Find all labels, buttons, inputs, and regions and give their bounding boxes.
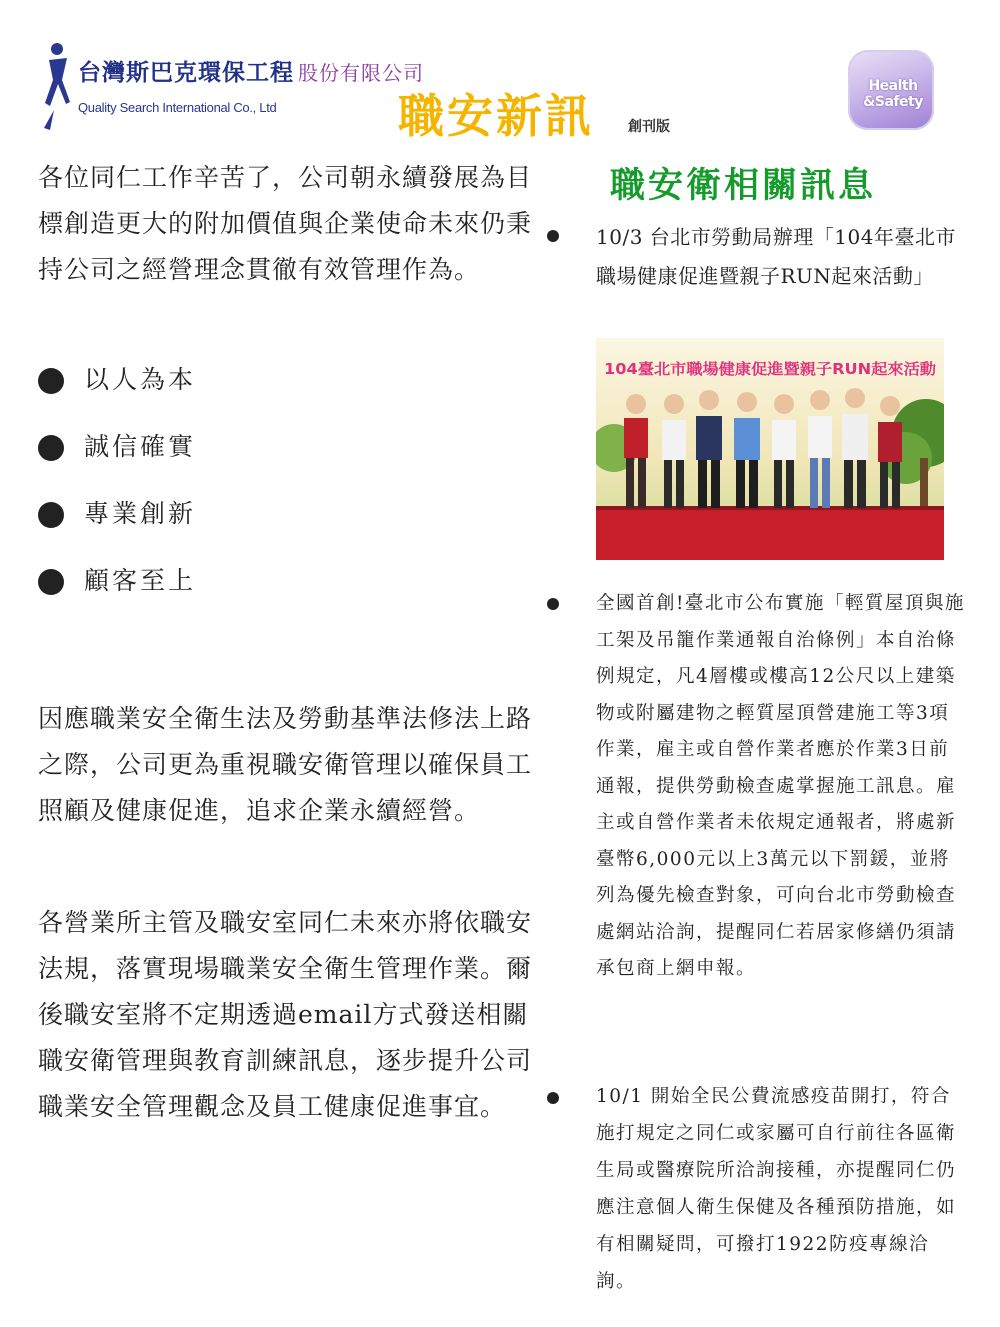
ohs-policy-paragraph: 因應職業安全衛生法及勞動基準法修法上路之際，公司更為重視職安衛管理以確保員工照顧及健康促進，追求企業永續經營。 — [38, 704, 533, 825]
masthead-title: 職安新訊 — [398, 89, 594, 143]
badge-line-2: &Safety — [863, 94, 923, 110]
core-value-item — [38, 427, 438, 494]
bullet-icon — [38, 368, 64, 394]
core-values-list — [38, 360, 438, 628]
company-logo — [40, 40, 424, 132]
news-item-text: 10/1 開始全民公費流感疫苗開打，符合施打規定之同仁或家屬可自行前往各區衛生局或醫療院所洽詢接種，亦提醒同仁仍應注意個人衛生保健及各種預防措施，如有相關疑問，可撥打1922防疫專線洽詢。 — [596, 1086, 957, 1292]
bullet-icon — [547, 598, 559, 610]
photo-banner-text: 104臺北市職場健康促進暨親子RUN起來活動 — [604, 360, 936, 378]
edition-label: 創刊版 — [628, 119, 670, 135]
bullet-icon — [547, 230, 559, 242]
intro-paragraph: 各位同仁工作辛苦了，公司朝永續發展為目標創造更大的附加價值與企業使命未來仍秉持公司之經營理念貫徹有效管理作為。 — [38, 163, 533, 284]
event-photo — [596, 338, 944, 560]
bullet-icon — [547, 1092, 559, 1104]
core-value-label: 誠信確實 — [84, 432, 197, 461]
health-safety-badge-icon — [848, 50, 934, 130]
ohs-news-heading: 職安衛相關訊息 — [610, 166, 877, 206]
bullet-icon — [38, 435, 64, 461]
ohs-implementation-paragraph: 各營業所主管及職安室同仁未來亦將依職安法規，落實現場職業安全衛生管理作業。爾後職安室將不定期透過email方式發送相關職安衛管理與教育訓練訊息，逐步提升公司職業安全管理觀念及員工健康促進事宜。 — [38, 908, 533, 1121]
bullet-icon — [38, 502, 64, 528]
core-value-label: 專業創新 — [84, 499, 197, 528]
badge-line-1: Health — [868, 78, 918, 94]
core-value-item — [38, 561, 438, 628]
core-value-label: 顧客至上 — [84, 566, 197, 595]
core-value-item — [38, 360, 438, 427]
company-name-en: Quality Search International Co., Ltd — [78, 100, 277, 115]
company-name-zh-suffix: 股份有限公司 — [298, 61, 424, 85]
news-item-text: 全國首創!臺北市公布實施「輕質屋頂與施工架及吊籠作業通報自治條例」本自治條例規定，凡4層樓或樓高12公尺以上建築物或附屬建物之輕質屋頂營建施工等3項作業，雇主或自營作業者應於作業3日前通報，提供勞動檢查處掌握施工訊息。雇主或自營作業者未依規定通報者，將處新臺幣6,000元以上3萬元以下罰鍰，並將列為優先檢查對象，可向台北市勞動檢查處網站洽詢，提醒同仁若居家修繕仍須請承包商上網申報。 — [596, 593, 965, 979]
core-value-label: 以人為本 — [84, 365, 197, 394]
company-name-zh: 台灣斯巴克環保工程 股份有限公司 — [78, 60, 424, 86]
company-logo-figure-icon — [40, 40, 76, 132]
core-value-item — [38, 494, 438, 561]
bullet-icon — [38, 569, 64, 595]
news-item-text: 10/3 台北市勞動局辦理「104年臺北市職場健康促進暨親子RUN起來活動」 — [596, 225, 956, 288]
